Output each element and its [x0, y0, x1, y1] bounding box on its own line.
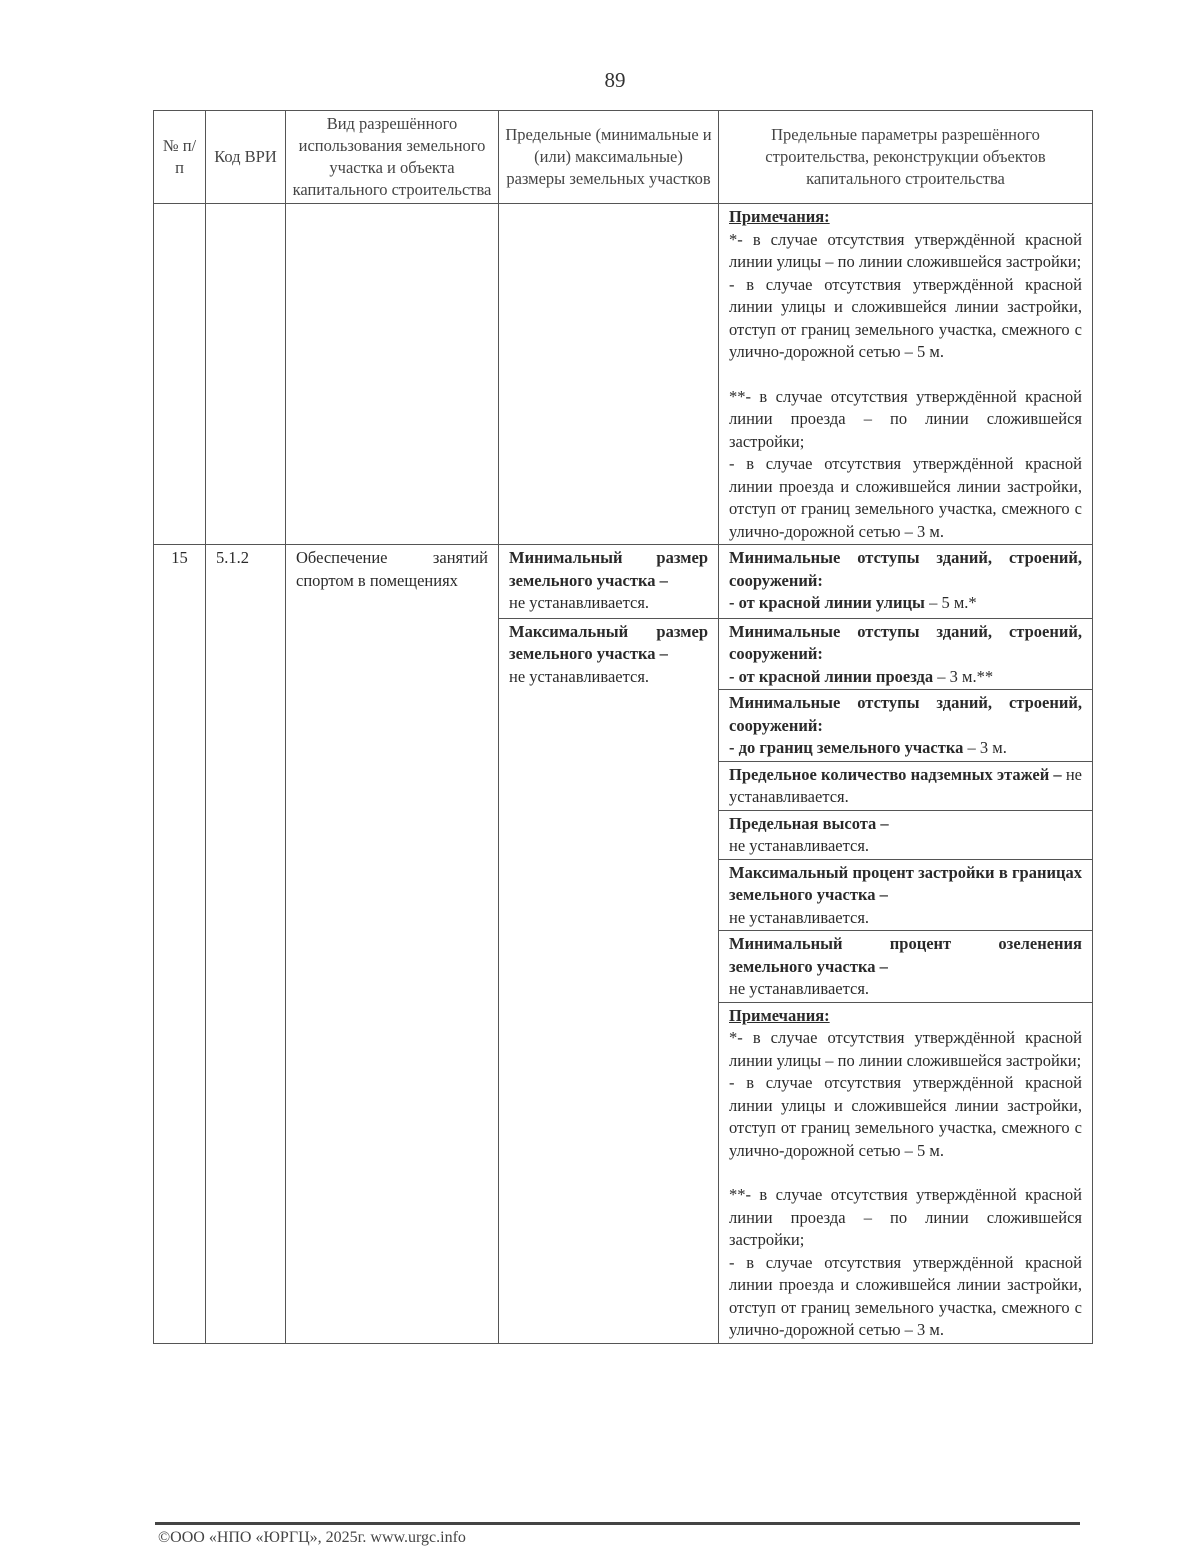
header-sizes: Предельные (минимальные и (или) максимальные) размеры земельных участков [499, 111, 719, 204]
param-detail: - от красной линии улицы [729, 593, 925, 612]
param-detail: - от красной линии проезда [729, 666, 934, 686]
param-value: – 3 м. [963, 738, 1007, 757]
footer-copyright: ©ООО «НПО «ЮРГЦ», 2025г. www.urgc.info [158, 1529, 466, 1546]
param-value: не устанавливается. [729, 836, 870, 855]
param-detail: - до границ земельного участка [729, 738, 964, 757]
header-params: Предельные параметры разрешённого строительства, реконструкции объектов капитального строительства [719, 111, 1093, 204]
param-title: Минимальные отступы зданий, строений, сооружений: [729, 621, 1082, 663]
cell-empty [286, 204, 499, 545]
header-code: Код ВРИ [206, 111, 286, 204]
param-value: не устанавливается. [729, 907, 870, 927]
param-setback-boundary [719, 690, 1093, 762]
notes-cell [719, 1002, 1093, 1343]
param-title: Предельная высота – [729, 813, 889, 833]
header-num: № п/п [154, 111, 206, 204]
cell-empty [499, 204, 719, 545]
note-paragraph: **- в случае отсутствия утверждённой красной линии проезда – по линии сложившейся застройки; [729, 386, 1082, 451]
note-paragraph: - в случае отсутствия утверждённой красной линии улицы и сложившейся линии застройки, отступ от границ земельного участка, смежного с улично-дорожной сетью – 5 м. [729, 1073, 1082, 1160]
row-use-type: Обеспечение занятий спортом в помещениях [286, 545, 499, 1344]
note-paragraph: **- в случае отсутствия утверждённой красной линии проезда – по линии сложившейся застройки; [729, 1185, 1082, 1249]
cell-empty [154, 204, 206, 545]
param-value: – 3 м.** [933, 666, 994, 686]
table-header-row [154, 111, 1093, 204]
min-size-title: Минимальный размер земельного участка – [509, 548, 708, 590]
param-value: – 5 м.* [924, 593, 977, 612]
param-value: не устанавливается. [729, 979, 870, 998]
min-size-cell [499, 545, 719, 619]
param-value: не устанавливается. [729, 764, 1082, 806]
param-title: Минимальный процент озеленения земельного участка – [729, 934, 1082, 976]
max-size-value: не устанавливается. [509, 666, 650, 686]
footer-divider [155, 1522, 1080, 1525]
param-height [719, 810, 1093, 859]
cell-empty [206, 204, 286, 545]
header-name: Вид разрешённого использования земельного участка и объекта капитального строительства [286, 111, 499, 204]
param-setback-street [719, 545, 1093, 619]
param-title: Минимальные отступы зданий, строений, сооружений: [729, 548, 1082, 590]
param-title: Предельное количество надземных этажей – [729, 764, 1062, 784]
param-green-percent [719, 931, 1093, 1003]
max-size-cell [499, 618, 719, 1343]
notes-title: Примечания: [729, 1005, 830, 1025]
min-size-value: не устанавливается. [509, 593, 650, 612]
note-paragraph: *- в случае отсутствия утверждённой красной линии улицы – по линии сложившейся застройки; [729, 229, 1082, 271]
note-paragraph: - в случае отсутствия утверждённой красной линии проезда и сложившейся линии застройки, отступ от границ земельного участка, смежного с улично-дорожной сетью – 3 м. [729, 1252, 1082, 1339]
param-title: Минимальные отступы зданий, строений, сооружений: [729, 693, 1082, 735]
table-row-continuation [154, 204, 1093, 545]
prev-notes-cell [719, 204, 1093, 545]
param-build-percent [719, 859, 1093, 931]
param-floors [719, 761, 1093, 810]
max-size-title: Максимальный размер земельного участка – [509, 621, 708, 663]
notes-title: Примечания: [729, 207, 830, 226]
note-paragraph: - в случае отсутствия утверждённой красной линии улицы и сложившейся линии застройки, отступ от границ земельного участка, смежного с улично-дорожной сетью – 5 м. [729, 274, 1082, 361]
row-num: 15 [154, 545, 206, 1344]
table-row [154, 545, 1093, 619]
param-title: Максимальный процент застройки в границах земельного участка – [729, 862, 1082, 904]
note-paragraph: - в случае отсутствия утверждённой красной линии проезда и сложившейся линии застройки, отступ от границ земельного участка, смежного с улично-дорожной сетью – 3 м. [729, 454, 1082, 541]
page-number: 89 [604, 68, 626, 92]
row-code: 5.1.2 [206, 545, 286, 1344]
note-paragraph: *- в случае отсутствия утверждённой красной линии улицы – по линии сложившейся застройки; [729, 1028, 1082, 1070]
param-setback-passage [719, 618, 1093, 690]
zoning-regulations-table [153, 110, 1093, 1344]
